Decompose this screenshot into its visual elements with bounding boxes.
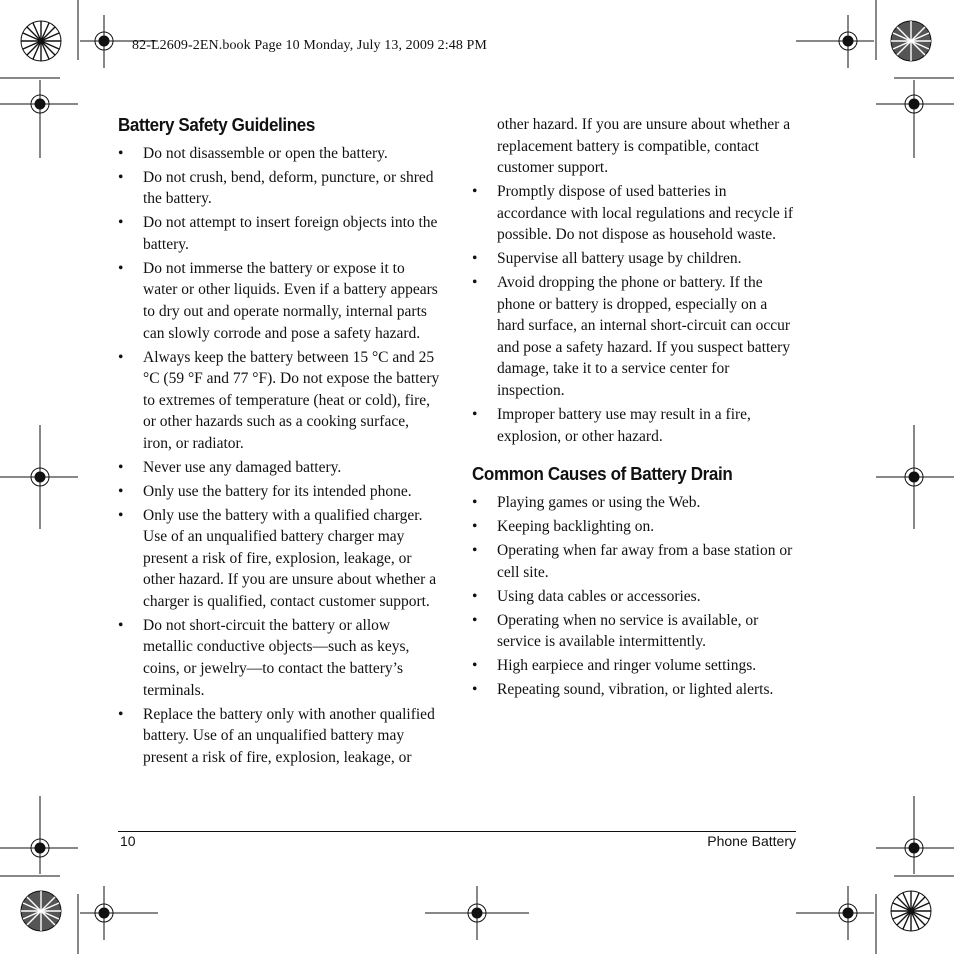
battery-drain-list bbox=[472, 492, 794, 700]
safety-guidelines-list-continued bbox=[472, 181, 794, 447]
list-item: • Do not crush, bend, deform, puncture, or shred the battery. bbox=[118, 167, 440, 210]
footer-rule bbox=[118, 831, 796, 832]
registration-target-icon bbox=[425, 886, 529, 940]
list-item: • Supervise all battery usage by children. bbox=[472, 248, 794, 270]
star-target-icon bbox=[21, 21, 61, 61]
list-item: • Replace the battery only with another qualified battery. Use of an unqualified battery may present a risk of fire, explosion, leakage, or bbox=[118, 704, 440, 769]
battery-safety-heading: Battery Safety Guidelines bbox=[118, 114, 316, 135]
registration-target-icon bbox=[876, 80, 954, 158]
list-item: • Operating when no service is available, or service is available intermittently. bbox=[472, 610, 794, 653]
star-target-icon bbox=[891, 21, 931, 61]
list-item: • Using data cables or accessories. bbox=[472, 586, 794, 608]
list-item: • Only use the battery for its intended phone. bbox=[118, 481, 440, 503]
registration-target-icon bbox=[796, 886, 874, 940]
list-item: • Do not immerse the battery or expose it to water or other liquids. Even if a battery appears to dry out and operate normally, internal parts can slowly corrode and pose a safety hazard. bbox=[118, 258, 440, 344]
list-item: • Do not short-circuit the battery or allow metallic conductive objects—such as keys, coins, or jewelry—to contact the battery’s terminals. bbox=[118, 615, 440, 701]
list-item: • Improper battery use may result in a fire, explosion, or other hazard. bbox=[472, 404, 794, 447]
list-item: • Never use any damaged battery. bbox=[118, 457, 440, 479]
list-item: • Do not disassemble or open the battery. bbox=[118, 143, 440, 165]
list-item: • Repeating sound, vibration, or lighted alerts. bbox=[472, 679, 794, 701]
list-item: • High earpiece and ringer volume settings. bbox=[472, 655, 794, 677]
list-item: • Do not attempt to insert foreign objects into the battery. bbox=[118, 212, 440, 255]
safety-guidelines-list bbox=[118, 143, 440, 768]
list-item: • Always keep the battery between 15 °C and 25 °C (59 °F and 77 °F). Do not expose the battery to extremes of temperature (heat or cold), fire, or other hazards such as a cooking surface, iron, or radiator. bbox=[118, 347, 440, 455]
registration-target-icon bbox=[876, 425, 954, 529]
list-item: • Playing games or using the Web. bbox=[472, 492, 794, 514]
left-column bbox=[118, 114, 440, 771]
registration-target-icon bbox=[876, 796, 954, 874]
list-item: • Only use the battery with a qualified charger. Use of an unqualified battery charger may present a risk of fire, explosion, leakage, or other hazard. If you are unsure about whether a charger is qualified, contact customer support. bbox=[118, 505, 440, 613]
registration-target-icon bbox=[0, 80, 78, 158]
registration-target-icon bbox=[796, 15, 874, 68]
print-header: 82-L2609-2EN.book Page 10 Monday, July 13, 2009 2:48 PM bbox=[132, 38, 487, 53]
battery-drain-heading: Common Causes of Battery Drain bbox=[472, 463, 733, 485]
right-column bbox=[472, 114, 794, 703]
list-item: • Keeping backlighting on. bbox=[472, 516, 794, 538]
list-item: • Promptly dispose of used batteries in accordance with local regulations and recycle if possible. Do not dispose as household waste. bbox=[472, 181, 794, 246]
star-target-icon bbox=[21, 891, 61, 931]
list-item: • Operating when far away from a base station or cell site. bbox=[472, 540, 794, 583]
star-target-icon bbox=[891, 891, 931, 931]
registration-target-icon bbox=[80, 886, 158, 940]
section-title: Phone Battery bbox=[707, 833, 796, 849]
continued-text: other hazard. If you are unsure about whether a replacement battery is compatible, contact customer support. bbox=[497, 116, 791, 177]
registration-target-icon bbox=[0, 425, 78, 529]
list-item: • Avoid dropping the phone or battery. If the phone or battery is dropped, especially on a hard surface, an internal short-circuit can occur and pose a safety hazard. If you suspect battery damage, take it to a service center for inspection. bbox=[472, 272, 794, 402]
page-number: 10 bbox=[120, 833, 136, 849]
registration-target-icon bbox=[0, 796, 78, 874]
